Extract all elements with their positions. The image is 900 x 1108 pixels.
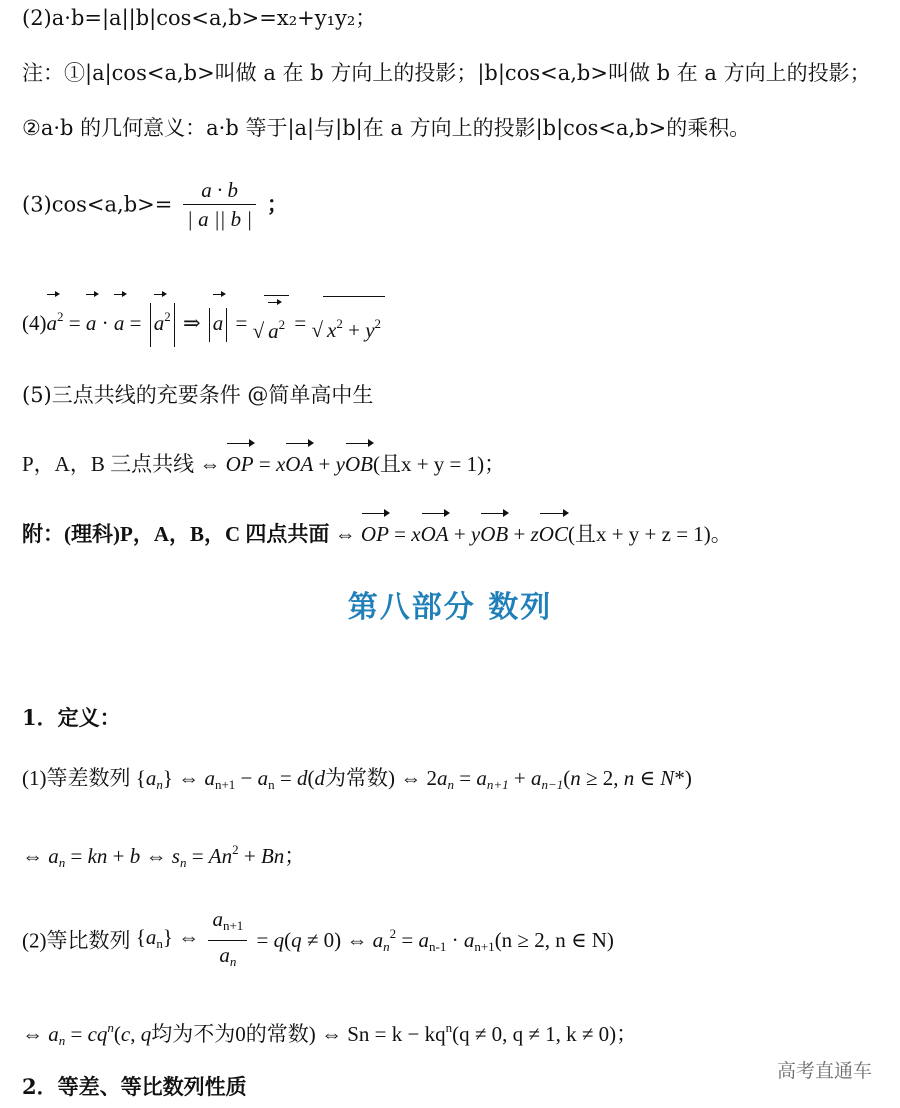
- formula-condition: (且x + y + z = 1)。: [567, 522, 732, 546]
- formula-label: P，A，B 三点共线: [22, 452, 195, 476]
- formula-condition: 均为不为0的常数: [151, 1022, 309, 1046]
- formula-label: (3)cos<a,b>=: [22, 192, 173, 217]
- formula-condition: 为常数: [324, 766, 388, 790]
- note-text: 注：①|a|cos<a,b>叫做 a 在 b 方向上的投影；|b|cos<a,b>叫做 b 在 a 方向上的投影；: [22, 61, 871, 85]
- section-title: 第八部分 数列: [347, 590, 553, 625]
- formula-vector-modulus: $(4)a^2 = a \cdot a = a^2$ ⇒ a = √ $a^2$ = √ $x^2 + y^2$: [22, 290, 385, 356]
- formula-condition: (且x + y = 1)；: [372, 452, 506, 476]
- definition-heading: 1．定义：: [22, 705, 121, 730]
- watermark: 高考直通车: [776, 1060, 872, 1082]
- note-text: ②a·b 的几何意义：a·b 等于|a|与|b|在 a 方向上的投影|b|cos<a,b>的乘积。: [22, 116, 751, 140]
- heading-text: (5)三点共线的充要条件 @简单高中生: [22, 383, 374, 407]
- collinear-condition-heading: [22, 380, 373, 410]
- formula-label: (4): [22, 311, 47, 335]
- formula-text: (2)a·b=|a||b|cos<a,b>=x₂+y₁y₂；: [22, 6, 377, 30]
- formula-suffix: ；: [266, 191, 288, 217]
- formula-arithmetic-definition: (1)等差数列 $\{a_n\}$ ⇔ $a_{n+1} - a_n = d(d$为常数) ⇔ $2a_n = a_{n+1} + a_{n-1}(n \ge 2$, n ∈ N*): [22, 766, 692, 792]
- fraction: $\frac{a_{n+1}}{a_n}$: [208, 905, 247, 976]
- formula-collinear: P，A，B 三点共线 ⇔ OP = xOA + yOB(且x + y = 1)；: [22, 440, 505, 482]
- fraction-numerator: a · b: [183, 176, 256, 205]
- note-geometric-meaning: [22, 113, 750, 143]
- formula-geometric-general: ⇔ $a_n = cq^n(c$, q均为不为0的常数) ⇔ $Sn = k - kq^n(q \ne 0$, q ≠ 1, k ≠ 0)；: [22, 1020, 638, 1048]
- formula-label: (2)等比数列: [22, 928, 131, 953]
- formula-coplanar: 附：(理科)P，A，B，C 四点共面 ⇔ OP = xOA + yOB + zOC(且x + y + z = 1)。: [22, 510, 732, 552]
- properties-heading: 2．等差、等比数列性质: [22, 1074, 247, 1099]
- formula-label: 附：(理科)P，A，B，C 四点共面: [22, 522, 330, 546]
- formula-geometric-definition: (2)等比数列 $\{a_n\}$ ⇔ $\frac{a_{n+1}}{a_n}$ = q(q ≠ 0) ⇔ $a_n^2 = a_{n-1} \cdot a_{n+1}(n \ge 2$, n ∈ N): [22, 905, 614, 976]
- formula-arithmetic-general: ⇔ $a_n$ = kn + b ⇔ $s_n = An^2 + Bn$；: [22, 842, 306, 870]
- formula-cosine-angle: [22, 176, 288, 233]
- fraction: [183, 176, 256, 233]
- formula-dot-product-coordinates: [22, 3, 376, 33]
- note-projection: [22, 58, 871, 88]
- formula-label: (1)等差数列: [22, 766, 131, 790]
- fraction-denominator: | a || b |: [187, 207, 253, 231]
